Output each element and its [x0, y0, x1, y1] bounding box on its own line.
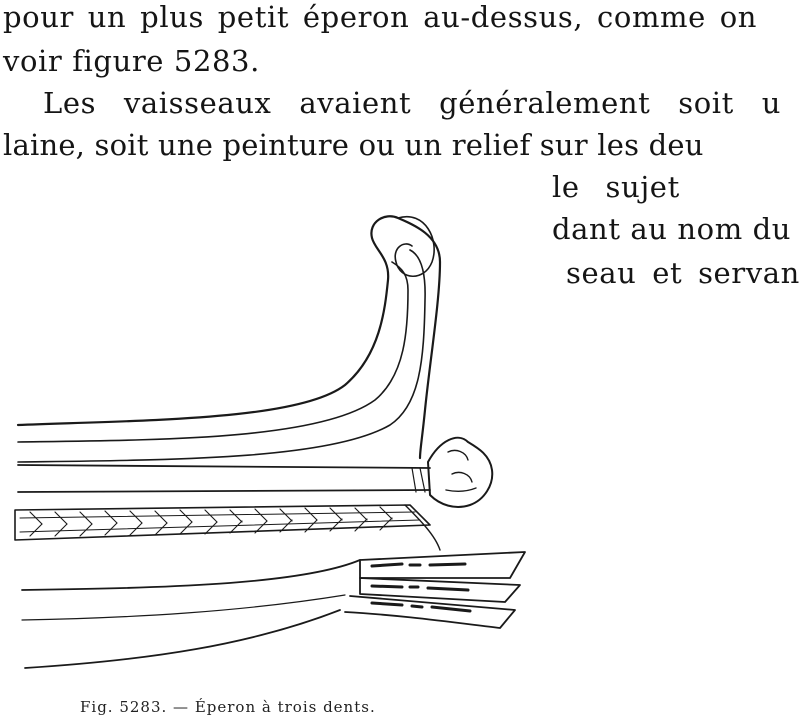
text-line-1: pour un plus petit éperon au-dessus, comme on	[3, 0, 758, 34]
side-text-line-3: seau et servan	[566, 256, 800, 290]
text-line-3: Les vaisseaux avaient généralement soit u	[43, 86, 782, 120]
text-line-4: laine, soit une peinture ou un relief sur les deu	[3, 128, 704, 162]
side-text-line-2: dant au nom du	[552, 212, 792, 246]
side-text-line-1: le sujet	[552, 170, 680, 204]
ram-figure-illustration	[0, 200, 560, 695]
text-line-2: voir figure 5283.	[3, 44, 260, 78]
figure-caption: Fig. 5283. — Éperon à trois dents.	[80, 698, 376, 716]
